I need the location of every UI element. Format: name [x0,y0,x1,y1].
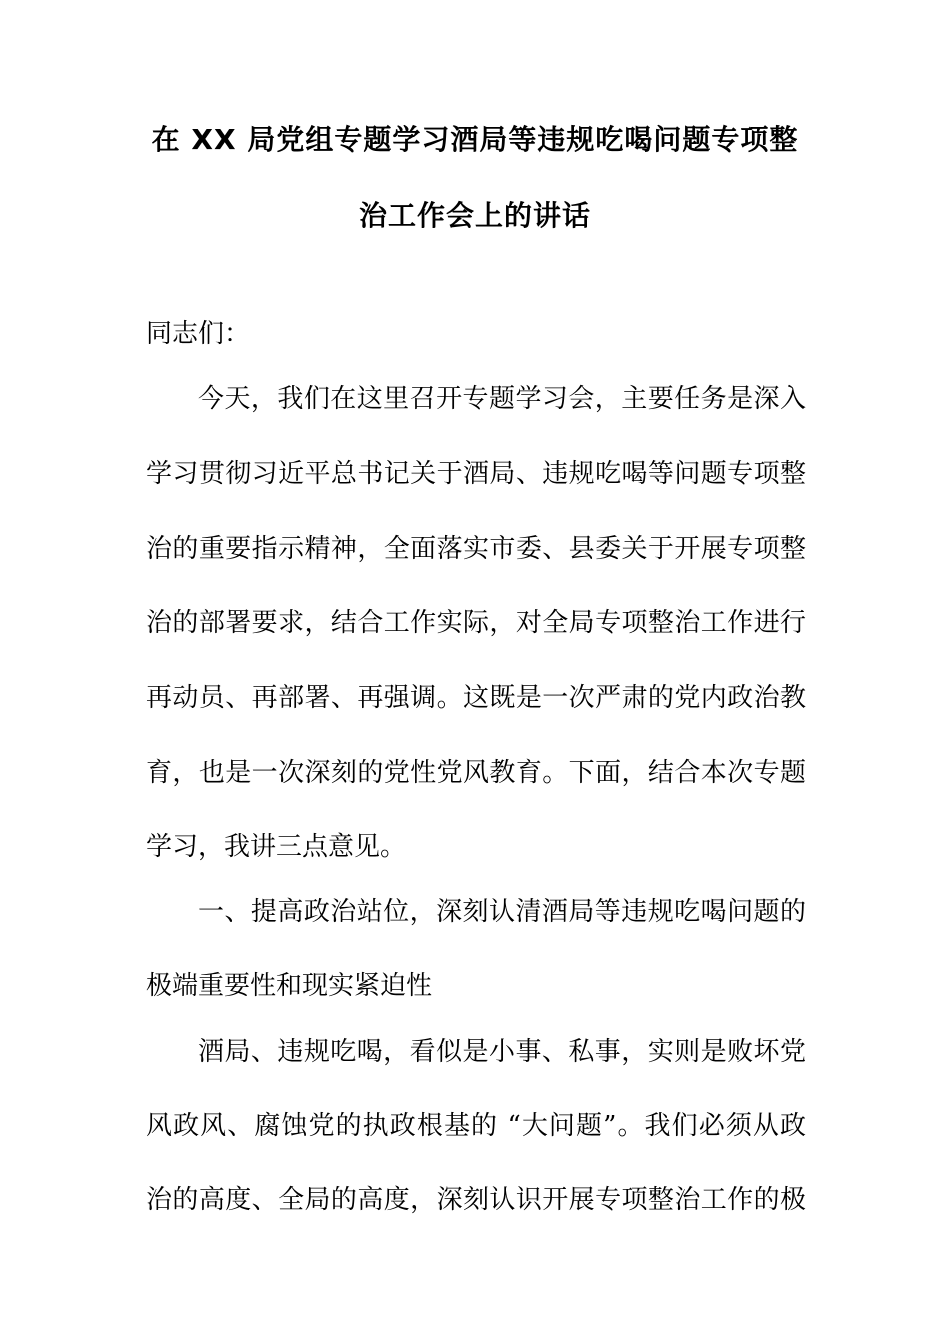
body-line-8: 酒局、违规吃喝，看似是小事、私事，实则是败坏党 [198,1037,806,1067]
body-line-3: 治的重要指示精神，全面落实市委、县委关于开展专项整 [146,534,806,564]
body-line-10: 治的高度、全局的高度，深刻认识开展专项整治工作的极 [146,1185,806,1215]
body-line-5: 再动员、再部署、再强调。这既是一次严肃的党内政治教 [146,683,806,713]
document-title-line-1: 在 XX 局党组专题学习酒局等违规吃喝问题专项整 [151,123,799,156]
document-title-line-2: 治工作会上的讲话 [358,199,591,232]
body-line-7: 学习，我讲三点意见。 [146,832,407,862]
salutation: 同志们： [146,319,251,349]
body-line-1: 今天，我们在这里召开专题学习会，主要任务是深入 [198,384,806,414]
body-line-6: 育，也是一次深刻的党性党风教育。下面，结合本次专题 [146,758,806,788]
section-heading-line-1: 一、提高政治站位，深刻认清酒局等违规吃喝问题的 [198,897,806,927]
body-line-2: 学习贯彻习近平总书记关于酒局、违规吃喝等问题专项整 [146,459,806,489]
body-line-4: 治的部署要求，结合工作实际，对全局专项整治工作进行 [146,608,806,638]
body-line-9: 风政风、腐蚀党的执政根基的 “大问题”。我们必须从政 [146,1111,806,1141]
section-heading-line-2: 极端重要性和现实紧迫性 [146,971,433,1001]
